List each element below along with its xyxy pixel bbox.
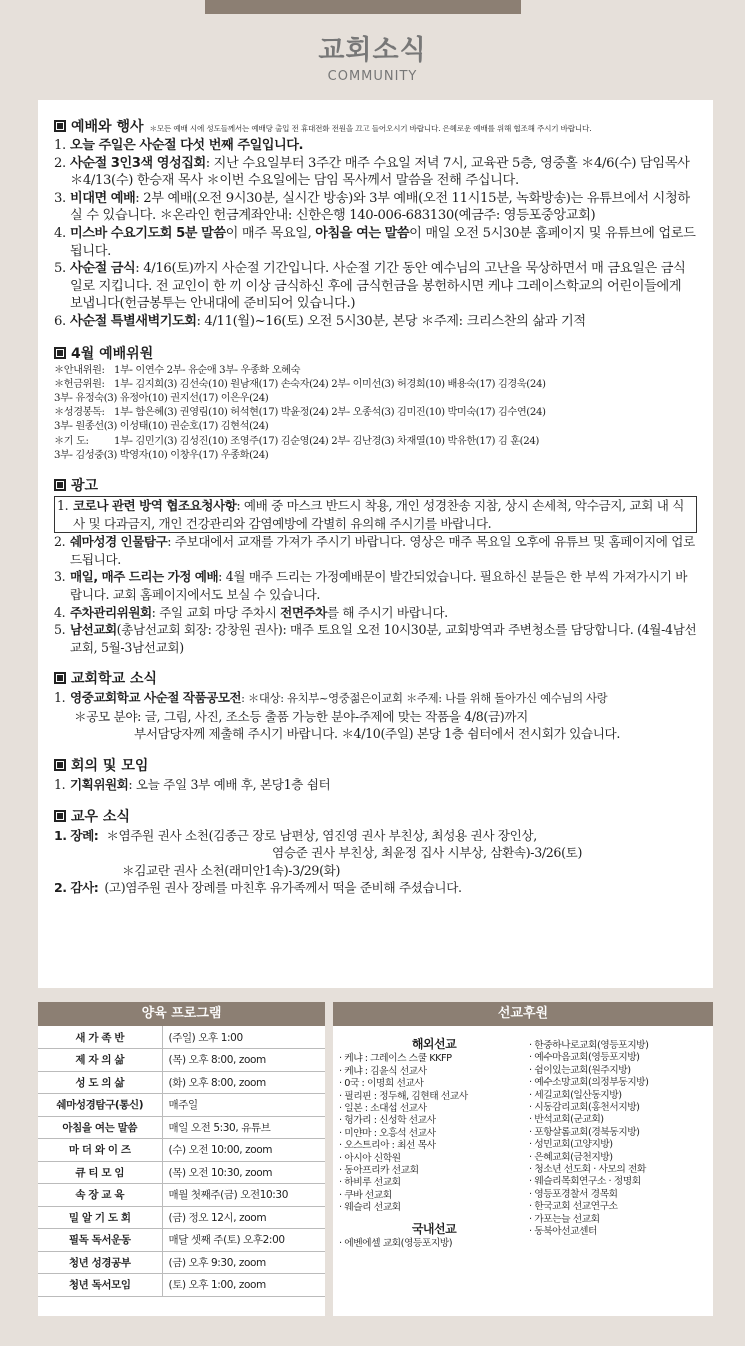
item-text: ＊염주원 권사 소천(김종근 장로 남편상, 염진영 권사 부친상, 최성용 권사 장인상, bbox=[106, 827, 537, 843]
page-header bbox=[0, 28, 745, 84]
worship-note: ＊모든 예배 시에 성도들께서는 예배당 출입 전 휴대전화 전원을 끄고 들어오시기 바랍니다. 은혜로운 예배를 위해 협조해 주시기 바랍니다. bbox=[149, 124, 592, 133]
item-title: 아침을 여는 말씀 bbox=[315, 225, 410, 241]
list-item-cont bbox=[54, 862, 697, 880]
worker-names: 1부- 이연수 2부- 유순애 3부- 우종화 오혜숙 bbox=[114, 364, 301, 376]
item-text: : 오늘 주일 3부 예배 후, 본당1층 쉼터 bbox=[128, 777, 331, 793]
programs-title: 양육 프로그램 bbox=[38, 1002, 325, 1026]
list-item bbox=[54, 190, 697, 225]
square-bullet-icon bbox=[54, 347, 66, 359]
item-text: 이 매주 목요일, bbox=[225, 225, 316, 241]
program-name: 밀 알 기 도 회 bbox=[38, 1206, 162, 1229]
item-title: 주차관리위원회 bbox=[70, 604, 152, 620]
item-text: : 지난 수요일부터 3주간 매주 수요일 저녁 7시, 교육관 5층, 영중홀 ＊4/6(수) 담임목사 ＊4/13(수) 한승재 목사 ＊이번 수요일에는 담임 목사께서 말씀을 전해 주십니다. bbox=[70, 155, 690, 189]
worship-section bbox=[54, 116, 697, 331]
table-row bbox=[38, 1206, 325, 1229]
square-bullet-icon bbox=[54, 759, 66, 771]
item-text: : 4/16(토)까지 사순절 기간입니다. 사순절 기간 동안 예수님의 고난을 묵상하면서 매 금요일은 금식일로 지킵니다. 전 교인이 한 끼 이상 금식하신 후에 금식헌금을 봉헌하시면 케냐 그레이스학교의 어린이들에게 보냅니다(헌금봉투는 안내대에 준비되어 있습니다.) bbox=[70, 261, 686, 312]
item-title: 쉐마성경 인물탐구 bbox=[70, 534, 168, 550]
missions-title: 선교후원 bbox=[333, 1002, 713, 1026]
item-title: 사순절 금식 bbox=[70, 261, 136, 277]
item-text: ＊공모 분야: 글, 그림, 사진, 조소등 출품 가능한 분야-주제에 맞는 작품을 4/8(금)까지 bbox=[74, 708, 528, 724]
item-number: 1. bbox=[54, 777, 66, 793]
page-subtitle: COMMUNITY bbox=[327, 69, 418, 84]
list-item bbox=[54, 604, 697, 622]
table-row bbox=[38, 1184, 325, 1207]
program-time: 매월 첫째주(금) 오전10:30 bbox=[162, 1184, 325, 1207]
table-row bbox=[38, 1094, 325, 1117]
program-time: 매달 셋째 주(토) 오후2:00 bbox=[162, 1229, 325, 1252]
worker-names: 1부- 김지희(3) 김선숙(10) 원남재(17) 손숙자(24) 2부- 이미선(3) 허경희(10) 배용숙(17) 김경욱(24) bbox=[114, 378, 546, 390]
list-item: · 헝가리 : 신성학 선교사 bbox=[339, 1115, 436, 1127]
worker-row bbox=[54, 406, 697, 420]
table-row bbox=[38, 1251, 325, 1274]
worker-row bbox=[54, 364, 697, 378]
item-number: 4. bbox=[54, 604, 66, 620]
section-heading bbox=[54, 343, 697, 363]
item-title: 사순절 3인3색 영성집회 bbox=[70, 155, 206, 171]
section-heading bbox=[54, 475, 697, 495]
list-item: · 반석교회(군교회) bbox=[529, 1114, 604, 1126]
list-item: · 청소년 선도회 · 사모의 전화 bbox=[529, 1164, 646, 1176]
list-item: · 쉼이있는교회(원주지방) bbox=[529, 1064, 631, 1076]
list-item: · 영등포경찰서 경목회 bbox=[529, 1188, 618, 1200]
program-name: 마 더 와 이 즈 bbox=[38, 1139, 162, 1162]
item-title: 남선교회 bbox=[70, 622, 117, 638]
item-title: 2. 감사: bbox=[54, 880, 99, 896]
section-title: 예배와 행사 bbox=[71, 119, 144, 135]
square-bullet-icon bbox=[54, 479, 66, 491]
list-item: · 세길교회(일산동지방) bbox=[529, 1089, 622, 1101]
item-text: 염승준 권사 부친상, 최윤정 집사 시부상, 삼환속)-3/26(토) bbox=[272, 845, 583, 861]
list-item bbox=[54, 496, 697, 533]
worker-names: 1부- 김민기(3) 김성진(10) 조영주(17) 김순영(24) 2부- 김난경(3) 차재열(10) 박유한(17) 김 훈(24) bbox=[114, 435, 539, 447]
missions-panel bbox=[333, 1002, 713, 1316]
meeting-section bbox=[54, 755, 697, 794]
table-row bbox=[38, 1161, 325, 1184]
list-item: · 아시아 신학원 bbox=[339, 1152, 401, 1164]
square-bullet-icon bbox=[54, 120, 66, 132]
item-number: 4. bbox=[54, 225, 66, 241]
program-time: (금) 오후 9:30, zoom bbox=[162, 1251, 325, 1274]
worker-row bbox=[54, 378, 697, 392]
list-item: · 웨슬리 선교회 bbox=[339, 1202, 401, 1214]
list-item: · 오스트리아 : 최선 목사 bbox=[339, 1140, 436, 1152]
list-item-cont bbox=[54, 708, 697, 726]
programs-panel bbox=[38, 1002, 325, 1316]
program-time: (목) 오전 10:30, zoom bbox=[162, 1161, 325, 1184]
section-title: 교회학교 소식 bbox=[71, 671, 158, 688]
table-row bbox=[38, 1116, 325, 1139]
program-time: (화) 오후 8:00, zoom bbox=[162, 1071, 325, 1094]
overseas-heading: 해외선교 bbox=[411, 1037, 457, 1051]
list-item: · 동북아선교센터 bbox=[529, 1226, 597, 1238]
list-item: · 시동감리교회(홍천서지방) bbox=[529, 1102, 640, 1114]
item-number: 2. bbox=[54, 155, 66, 171]
program-time: (수) 오전 10:00, zoom bbox=[162, 1139, 325, 1162]
list-item: · 케냐 : 김윤식 선교사 bbox=[339, 1065, 427, 1077]
list-item: · 가포는늘 선교회 bbox=[529, 1213, 600, 1225]
list-item: · 포항살롬교회(경북동지방) bbox=[529, 1126, 640, 1138]
section-title: 광고 bbox=[71, 477, 99, 494]
item-text: : ＊대상: 유치부~영중젊은이교회 ＊주제: 나를 위해 돌아가신 예수님의 사랑 bbox=[241, 691, 608, 706]
item-text: : 주보대에서 교재를 가져가 주시기 바랍니다. 영상은 매주 목요일 오후에 유튜브 및 홈페이지에 업로드됩니다. bbox=[70, 534, 695, 567]
list-item bbox=[54, 827, 697, 845]
program-time: (금) 정오 12시, zoom bbox=[162, 1206, 325, 1229]
section-heading bbox=[54, 806, 697, 826]
list-item bbox=[54, 225, 697, 260]
item-title: 1. 장례: bbox=[54, 827, 99, 843]
square-bullet-icon bbox=[54, 672, 66, 684]
list-item: · 예수마음교회(영등포지방) bbox=[529, 1052, 640, 1064]
list-item: · 한국교회 선교연구소 bbox=[529, 1201, 618, 1213]
item-number: 1. bbox=[54, 690, 66, 706]
table-row bbox=[38, 1049, 325, 1072]
workers-section bbox=[54, 343, 697, 463]
item-number: 5. bbox=[54, 261, 66, 277]
worker-role: ＊안내위원: bbox=[54, 364, 105, 376]
worker-row bbox=[54, 435, 697, 449]
item-title: 기획위원회 bbox=[70, 777, 129, 793]
worker-role: ＊헌금위원: bbox=[54, 378, 105, 390]
item-number: 3. bbox=[54, 190, 66, 206]
program-time: 매일 오전 5:30, 유튜브 bbox=[162, 1116, 325, 1139]
item-text: : 2부 예배(오전 9시30분, 실시간 방송)와 3부 예배(오전 11시15분, 녹화방송)는 유튜브에서 시청하실 수 있습니다. ＊온라인 헌금계좌안내: 신한은행 140-006-683130(예금주: 영등포중앙교회) bbox=[70, 190, 690, 224]
list-item: · 쿠바 선교회 bbox=[339, 1189, 392, 1201]
list-item: · 한중하나로교회(영등포지방) bbox=[529, 1040, 649, 1051]
list-item: · 0국 : 이명희 선교사 bbox=[339, 1078, 424, 1090]
list-item: · 미얀마 : 오흥석 선교사 bbox=[339, 1127, 436, 1139]
members-section bbox=[54, 806, 697, 897]
section-heading bbox=[54, 755, 697, 775]
item-text: : 4월 매주 드리는 가정예배문이 발간되었습니다. 필요하신 분들은 한 부씩 가져가시기 바랍니다. 교회 홈페이지에서도 보실 수 있습니다. bbox=[70, 569, 688, 602]
list-item: · 성민교회(고양지방) bbox=[529, 1139, 613, 1151]
item-text: : 4/11(월)~16(토) 오전 5시30분, 본당 ＊주제: 크리스찬의 삶과 기적 bbox=[196, 313, 586, 329]
table-row bbox=[38, 1026, 325, 1049]
list-item bbox=[54, 137, 697, 155]
page-title: 교회소식 bbox=[318, 35, 427, 66]
worker-names: 3부- 김성중(3) 박영자(10) 이창우(17) 우종화(24) bbox=[54, 449, 269, 461]
list-item: · 일본 : 소대섭 선교사 bbox=[339, 1103, 427, 1115]
list-item: · 웨슬리목회연구소 · 정명회 bbox=[529, 1176, 641, 1188]
list-item bbox=[54, 313, 697, 331]
item-text: (고)염주원 권사 장례를 마친후 유가족께서 떡을 준비해 주셨습니다. bbox=[104, 880, 462, 896]
item-number: 2. bbox=[54, 534, 66, 550]
square-bullet-icon bbox=[54, 810, 66, 822]
list-item: · 예수소망교회(의정부동지방) bbox=[529, 1077, 649, 1089]
item-text: (총남선교회 회장: 강창원 권사): 매주 토요일 오전 10시30분, 교회방역과 주변청소를 담당합니다. (4월-4남선교회, 5월-3남선교회) bbox=[70, 622, 697, 655]
item-text: : 예배 중 마스크 반드시 착용, 개인 성경찬송 지참, 상시 손세척, 악수금지, 교회 내 식사 및 다과금지, 개인 건강관리와 감염예방에 각별히 유의해 주시기를 바랍니다. bbox=[73, 497, 685, 531]
table-row bbox=[38, 1071, 325, 1094]
list-item: · 동아프리카 선교회 bbox=[339, 1165, 419, 1177]
worker-names: 3부- 유정숙(3) 유정아(10) 권지선(17) 이은우(24) bbox=[54, 392, 269, 404]
item-title: 영중교회학교 사순절 작품공모전 bbox=[70, 690, 242, 706]
list-item: · 케냐 : 그레이스 스쿨 KKFP bbox=[339, 1053, 452, 1065]
top-decor-bar bbox=[205, 0, 521, 14]
item-title: 매일, 매주 드리는 가정 예배 bbox=[70, 569, 219, 585]
missions-col-left bbox=[339, 1034, 529, 1251]
list-item-cont bbox=[54, 725, 697, 743]
item-text: 를 해 주시기 바랍니다. bbox=[326, 604, 448, 620]
program-name: 청년 성경공부 bbox=[38, 1251, 162, 1274]
domestic-heading: 국내선교 bbox=[411, 1221, 457, 1236]
news-panel bbox=[38, 100, 713, 988]
program-time: (주일) 오후 1:00 bbox=[162, 1026, 325, 1049]
list-item bbox=[54, 776, 697, 794]
school-section bbox=[54, 668, 697, 743]
program-name: 큐 티 모 임 bbox=[38, 1161, 162, 1184]
list-item bbox=[54, 879, 697, 897]
missions-body bbox=[333, 1026, 713, 1251]
item-title: 비대면 예배 bbox=[70, 190, 136, 206]
item-title: 전면주차 bbox=[280, 604, 327, 620]
item-number: 1. bbox=[54, 138, 66, 153]
item-number: 3. bbox=[54, 569, 66, 585]
item-title: 코로나 관련 방역 협조요청사항 bbox=[73, 497, 237, 513]
section-title: 교우 소식 bbox=[71, 808, 130, 825]
program-name: 청년 독서모임 bbox=[38, 1274, 162, 1297]
item-number: 6. bbox=[54, 313, 66, 329]
ads-section bbox=[54, 475, 697, 656]
table-row bbox=[38, 1229, 325, 1252]
section-heading bbox=[54, 116, 697, 136]
list-item: · 은혜교회(금천지방) bbox=[529, 1151, 613, 1163]
item-text: 이 매일 오전 5시30분 홈페이지 및 유튜브에 업로드됩니다. bbox=[70, 225, 696, 259]
program-time: (토) 오후 1:00, zoom bbox=[162, 1274, 325, 1297]
program-name: 아침을 여는 말씀 bbox=[38, 1116, 162, 1139]
item-text: ＊김교란 권사 소천(래미안1속)-3/29(화) bbox=[122, 862, 341, 878]
worker-names: 3부- 원종선(3) 이성태(10) 권순호(17) 김현석(24) bbox=[54, 421, 269, 433]
worker-role: ＊성경봉독: bbox=[54, 407, 105, 419]
section-heading bbox=[54, 668, 697, 688]
item-number: 5. bbox=[54, 622, 66, 638]
list-item: · 필리핀 : 정두해, 김현태 선교사 bbox=[339, 1090, 468, 1102]
item-title: 미스바 수요기도회 5분 말씀 bbox=[70, 225, 226, 241]
list-item: · 하비루 선교회 bbox=[339, 1177, 401, 1189]
item-number: 1. bbox=[57, 497, 69, 513]
worker-role: ＊기 도: bbox=[54, 435, 89, 447]
program-name: 성 도 의 삶 bbox=[38, 1071, 162, 1094]
list-item-cont bbox=[54, 844, 697, 862]
list-item bbox=[54, 533, 697, 568]
item-title: 사순절 특별새벽기도회 bbox=[70, 313, 197, 329]
item-title: 오늘 주일은 사순절 다섯 번째 주일입니다. bbox=[70, 138, 304, 153]
program-name: 제 자 의 삶 bbox=[38, 1049, 162, 1072]
program-time: (목) 오후 8:00, zoom bbox=[162, 1049, 325, 1072]
table-row bbox=[38, 1139, 325, 1162]
section-title: 회의 및 모임 bbox=[71, 758, 149, 775]
program-time: 매주일 bbox=[162, 1094, 325, 1117]
list-item bbox=[54, 155, 697, 190]
table-row bbox=[38, 1274, 325, 1297]
item-text: 부서담당자께 제출해 주시기 바랍니다. ＊4/10(주일) 본당 1층 쉼터에서 전시회가 있습니다. bbox=[134, 726, 621, 742]
program-name: 쉐마성경탐구(통신) bbox=[38, 1094, 162, 1117]
program-name: 새 가 족 반 bbox=[38, 1026, 162, 1049]
section-title: 4월 예배위원 bbox=[71, 345, 154, 362]
list-item: · 에벤에셀 교회(영등포지방) bbox=[339, 1238, 453, 1250]
program-name: 속 장 교 육 bbox=[38, 1184, 162, 1207]
list-item bbox=[54, 568, 697, 603]
list-item bbox=[54, 260, 697, 313]
programs-table bbox=[38, 1026, 325, 1297]
worker-names: 1부- 함은혜(3) 권영림(10) 허석현(17) 박윤정(24) 2부- 오종석(3) 김미진(10) 박미숙(17) 김수연(24) bbox=[114, 407, 546, 419]
list-item bbox=[54, 689, 697, 708]
item-text: : 주일 교회 마당 주차시 bbox=[151, 604, 281, 620]
missions-col-right bbox=[529, 1034, 707, 1251]
program-name: 필독 독서운동 bbox=[38, 1229, 162, 1252]
list-item bbox=[54, 621, 697, 656]
